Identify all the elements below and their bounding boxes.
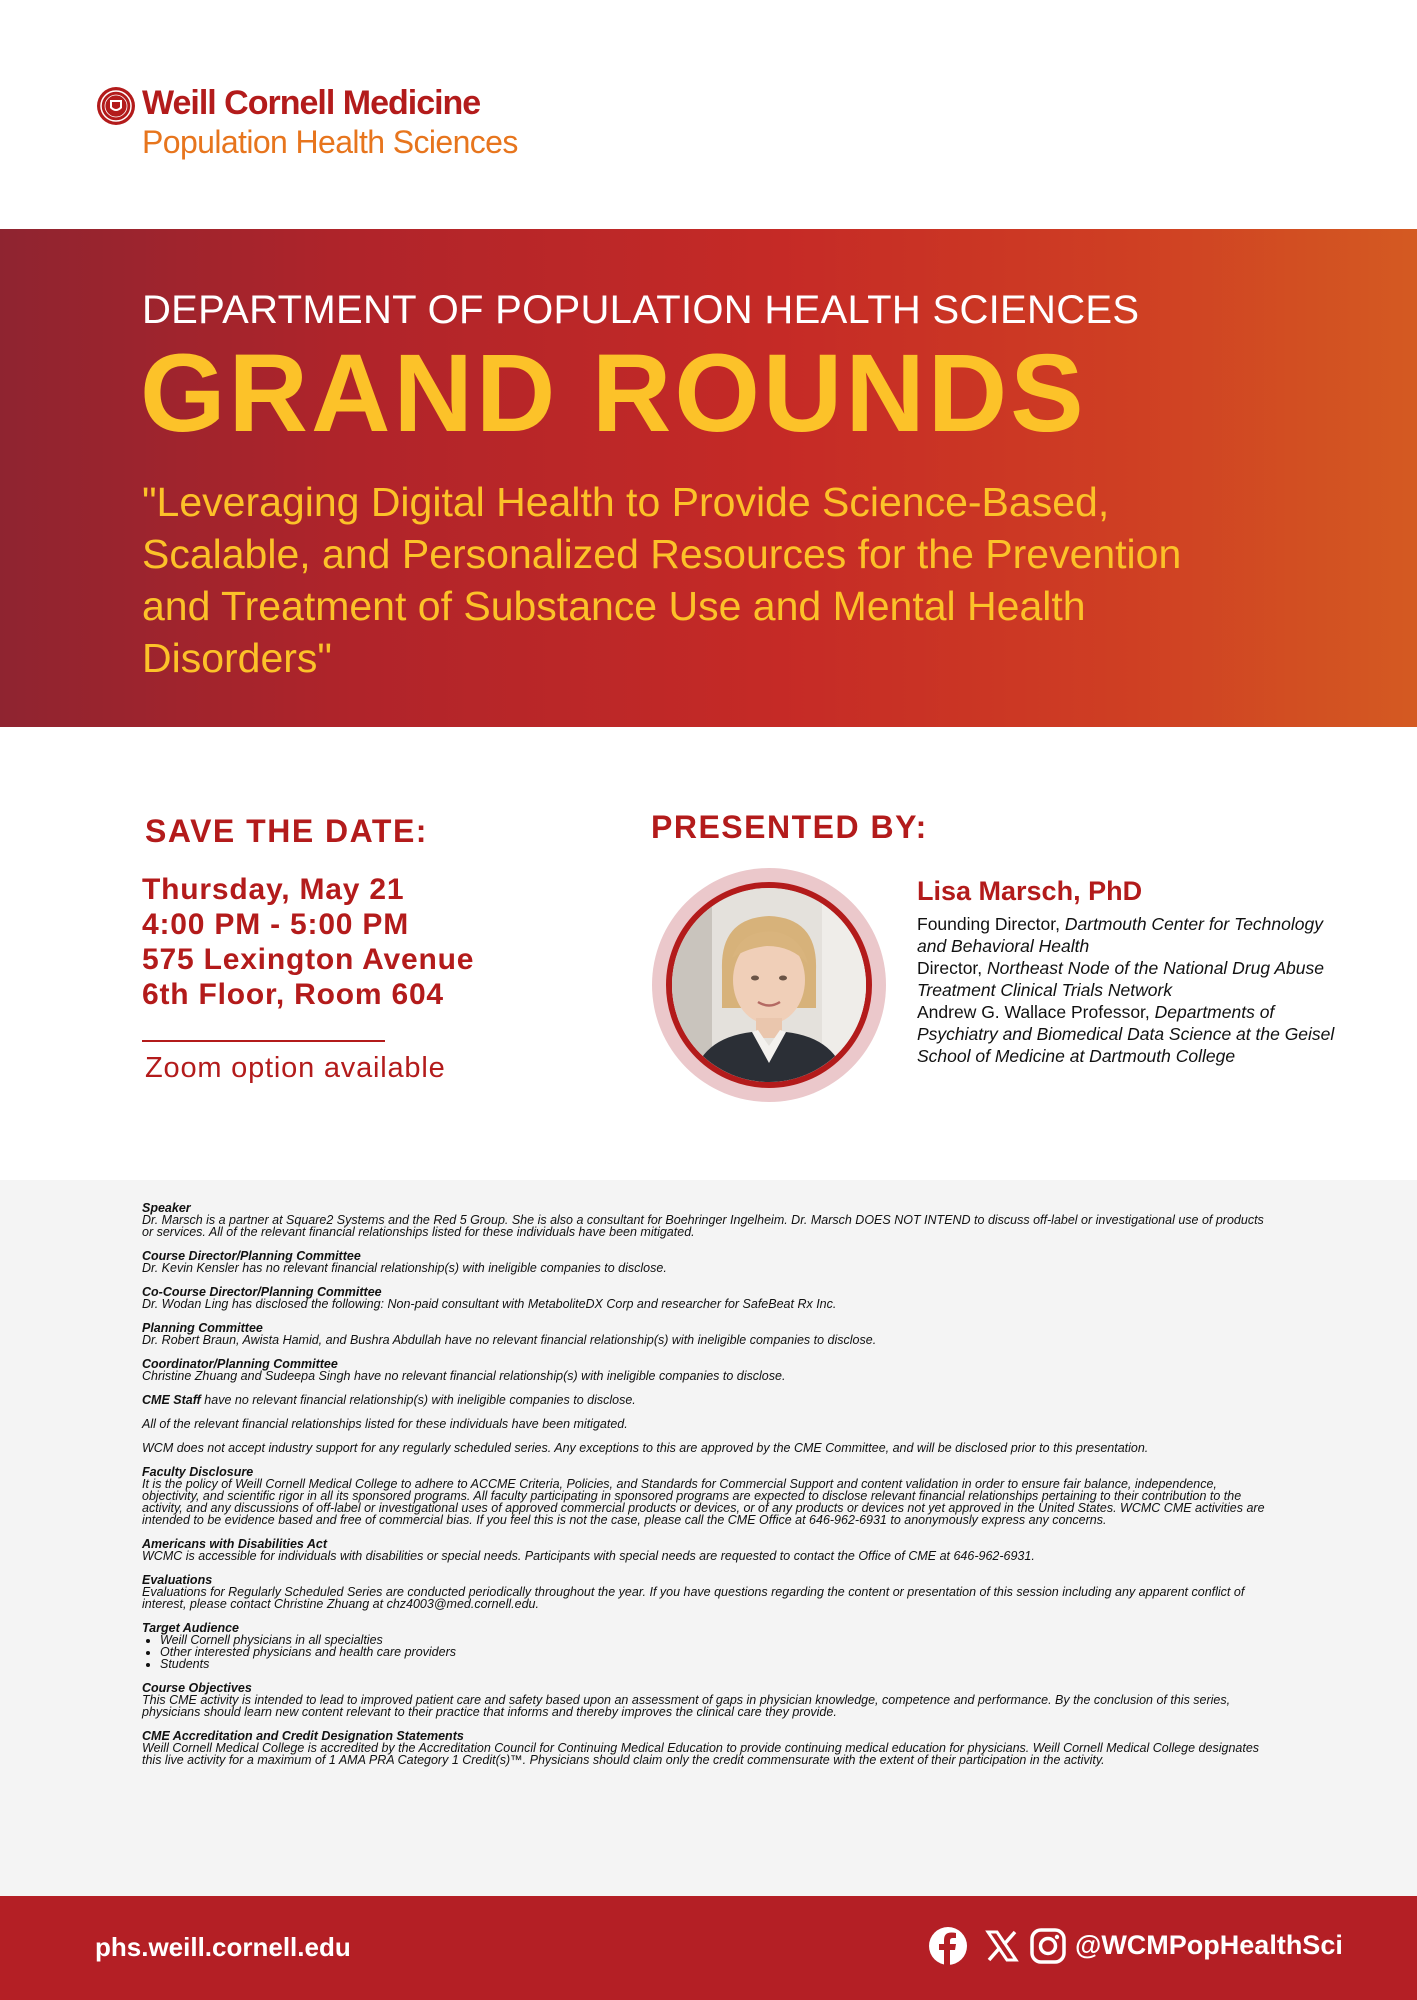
disclosure-heading: CME Staff	[142, 1393, 201, 1407]
disclosure-faculty	[142, 1466, 1272, 1526]
event-address: 575 Lexington Avenue	[142, 943, 475, 976]
logo-institution: Weill Cornell Medicine	[142, 84, 481, 122]
social-handle[interactable]: @WCMPopHealthSci	[1075, 1930, 1343, 1960]
speaker-photo-frame	[652, 868, 886, 1102]
x-icon[interactable]	[982, 1926, 1022, 1966]
zoom-note: Zoom option available	[145, 1052, 446, 1084]
disclosure-heading: Target Audience	[142, 1621, 240, 1635]
list-item: • Other interested physicians and health care providers	[160, 1646, 1272, 1658]
disclosure-cme-staff	[142, 1394, 1272, 1406]
logo	[96, 84, 616, 160]
list-item: • Weill Cornell physicians in all specialties	[160, 1634, 1272, 1646]
instagram-icon[interactable]	[1028, 1926, 1068, 1966]
disclosure-body: Dr. Marsch is a partner at Square2 Systems and the Red 5 Group. She is also a consultant for Boehringer Ingelheim. Dr. Marsch DOES NOT INTEND to discuss off-label or investigational use of products or services. All of the relevant financial relationships listed for these individuals have been mitigated.	[142, 1213, 1264, 1239]
cornell-seal-icon	[96, 86, 136, 126]
speaker-bio	[917, 913, 1357, 1067]
speaker-org-2: Northeast Node of the National Drug Abuse Treatment Clinical Trials Network	[917, 958, 1324, 1000]
talk-title: "Leveraging Digital Health to Provide Science-Based, Scalable, and Personalized Resources for the Prevention and Treatment of Substance Use and Mental Health Disorders"	[142, 479, 1182, 681]
disclosure-heading: Evaluations	[142, 1573, 213, 1587]
disclosure-evaluations	[142, 1574, 1272, 1610]
speaker-org-3: Departments of Psychiatry and Biomedical Data Science at the Geisel School of Medicine at Dartmouth College	[917, 1002, 1335, 1066]
event-details	[142, 872, 474, 1012]
disclosure-heading: Coordinator/Planning Committee	[142, 1357, 338, 1371]
footer	[0, 1896, 1417, 2000]
speaker-org-1: Dartmouth Center for Technology and Behavioral Health	[917, 914, 1323, 956]
disclosure-body: Evaluations for Regularly Scheduled Series are conducted periodically throughout the year. If you have questions regarding the content or presentation of this session including any apparent conflict of interest, please contact Christine Zhuang at chz4003@med.cornell.edu.	[142, 1585, 1245, 1611]
disclosure-body: have no relevant financial relationship(s) with ineligible companies to disclose.	[200, 1393, 636, 1407]
disclosure-body: Dr. Robert Braun, Awista Hamid, and Bushra Abdullah have no relevant financial relationship(s) with ineligible companies to disclose.	[142, 1333, 877, 1347]
disclosure-ada	[142, 1538, 1272, 1562]
speaker-role-3: Andrew G. Wallace Professor,	[917, 1002, 1150, 1022]
event-time: 4:00 PM - 5:00 PM	[142, 908, 410, 941]
speaker-role-2: Director,	[917, 958, 983, 978]
disclosure-heading: Planning Committee	[142, 1321, 263, 1335]
logo-department: Population Health Sciences	[142, 124, 518, 160]
disclosure-speaker	[142, 1202, 1272, 1238]
disclosure-heading: Faculty Disclosure	[142, 1465, 254, 1479]
title-banner	[0, 229, 1417, 727]
event-day: Thursday, May 21	[142, 873, 405, 906]
disclosure-coordinator	[142, 1358, 1272, 1382]
facebook-icon[interactable]	[928, 1926, 968, 1966]
department-heading: DEPARTMENT OF POPULATION HEALTH SCIENCES	[142, 288, 1140, 332]
disclosure-body: It is the policy of Weill Cornell Medical College to adhere to ACCME Criteria, Policies, and Standards for Commercial Support and content validation in order to ensure fair balance, independence, objectivity, and scientific rigor in all its sponsored programs. All faculty participating in sponsored programs are expected to disclose relevant financial relationships pertaining to their contribution to the activity, and any discussions of off-label or investigational uses of approved commercial products or devices, or of any products or devices not yet approved in the United States. WCMC CME activities are intended to be evidence based and free of commercial bias. If you feel this is not the case, please call the CME Office at 646-962-6931 to anonymously express any concerns.	[142, 1477, 1265, 1527]
speaker-photo	[666, 882, 872, 1088]
disclosure-industry: WCM does not accept industry support for any regularly scheduled series. Any exceptions to this are approved by the CME Committee, and will be disclosed prior to this presentation.	[142, 1441, 1149, 1455]
presented-by-heading: PRESENTED BY:	[651, 809, 928, 845]
disclosure-accreditation	[142, 1730, 1272, 1766]
disclosure-body: Christine Zhuang and Sudeepa Singh have no relevant financial relationship(s) with ineligible companies to disclose.	[142, 1369, 786, 1383]
disclosure-codirector	[142, 1286, 1272, 1310]
divider	[142, 1040, 385, 1042]
disclosure-heading: CME Accreditation and Credit Designation Statements	[142, 1729, 464, 1743]
website-link[interactable]: phs.weill.cornell.edu	[95, 1932, 351, 1962]
event-title: GRAND ROUNDS	[140, 332, 1087, 455]
disclosure-heading: Speaker	[142, 1201, 191, 1215]
event-room: 6th Floor, Room 604	[142, 978, 444, 1011]
speaker-name: Lisa Marsch, PhD	[917, 876, 1143, 906]
disclosure-body: Dr. Wodan Ling has disclosed the following: Non-paid consultant with MetaboliteDX Corp and researcher for SafeBeat Rx Inc.	[142, 1297, 837, 1311]
disclosure-body: Weill Cornell Medical College is accredited by the Accreditation Council for Continuing Medical Education to provide continuing medical education for physicians. Weill Cornell Medical College designates this live activity for a maximum of 1 AMA PRA Category 1 Credit(s)™. Physicians should claim only the credit commensurate with the extent of their participation in the activity.	[142, 1741, 1260, 1767]
audience-list	[142, 1634, 1272, 1670]
disclosure-heading: Course Director/Planning Committee	[142, 1249, 361, 1263]
disclosure-body: Dr. Kevin Kensler has no relevant financial relationship(s) with ineligible companies to disclose.	[142, 1261, 667, 1275]
list-item: • Students	[160, 1658, 1272, 1670]
disclosure-body: This CME activity is intended to lead to improved patient care and safety based upon an assessment of gaps in physician knowledge, competence and performance. By the conclusion of this series, physicians should learn new content relevant to their practice that informs and thereby improves the clinical care they provide.	[142, 1693, 1231, 1719]
disclosure-heading: Americans with Disabilities Act	[142, 1537, 328, 1551]
disclosure-text	[142, 1202, 1272, 1778]
disclosure-body: WCMC is accessible for individuals with disabilities or special needs. Participants with special needs are requested to contact the Office of CME at 646-962-6931.	[142, 1549, 1035, 1563]
disclosure-planning	[142, 1322, 1272, 1346]
disclosure-heading: Course Objectives	[142, 1681, 252, 1695]
disclosure-objectives	[142, 1682, 1272, 1718]
speaker-role-1: Founding Director,	[917, 914, 1060, 934]
disclosure-heading: Co-Course Director/Planning Committee	[142, 1285, 382, 1299]
disclosure-mitigated: All of the relevant financial relationships listed for these individuals have been mitigated.	[142, 1417, 628, 1431]
disclosure-director	[142, 1250, 1272, 1274]
save-the-date-heading: SAVE THE DATE:	[145, 813, 428, 849]
